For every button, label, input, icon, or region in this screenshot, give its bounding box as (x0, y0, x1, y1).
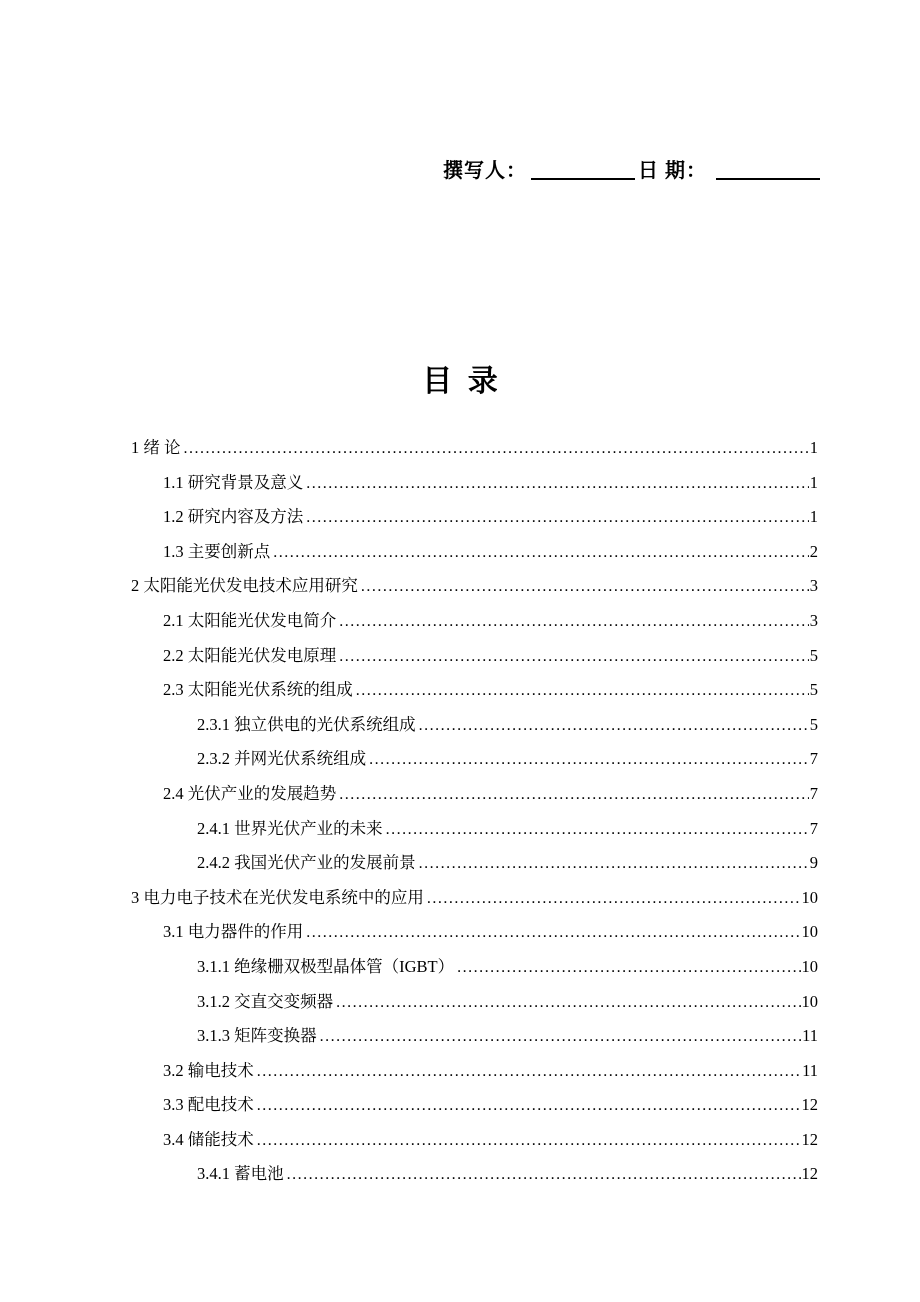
toc-leader-dots (339, 777, 809, 813)
toc-entry-label: 2.4.2 我国光伏产业的发展前景 (197, 853, 416, 873)
toc-leader-dots (306, 915, 800, 951)
toc-list (131, 431, 818, 1192)
toc-entry-label: 2 太阳能光伏发电技术应用研究 (131, 576, 358, 596)
toc-entry (131, 846, 818, 881)
toc-entry (131, 500, 818, 535)
toc-leader-dots (339, 639, 809, 675)
toc-entry (131, 639, 818, 674)
toc-entry (131, 950, 818, 985)
toc-page-number: 3 (809, 610, 818, 630)
toc-leader-dots (336, 985, 800, 1021)
toc-entry-label: 2.1 太阳能光伏发电简介 (163, 610, 337, 630)
toc-page-number: 2 (809, 541, 818, 561)
toc-leader-dots (257, 1123, 801, 1159)
toc-page-number: 12 (801, 1164, 818, 1184)
toc-entry (131, 1088, 818, 1123)
author-blank-line (531, 178, 635, 180)
toc-page-number: 5 (809, 680, 818, 700)
toc-page-number: 10 (801, 956, 818, 976)
toc-entry-label: 3.1 电力器件的作用 (163, 922, 304, 942)
toc-entry (131, 812, 818, 847)
toc-page-number: 10 (801, 991, 818, 1011)
toc-leader-dots (369, 742, 809, 778)
toc-leader-dots (306, 466, 809, 502)
toc-entry (131, 569, 818, 604)
toc-leader-dots (257, 1054, 801, 1090)
toc-page-number: 12 (801, 1095, 818, 1115)
toc-entry-label: 2.3.2 并网光伏系统组成 (197, 749, 367, 769)
toc-entry-label: 2.3.1 独立供电的光伏系统组成 (197, 714, 416, 734)
toc-leader-dots (356, 673, 809, 709)
toc-entry-label: 2.4.1 世界光伏产业的未来 (197, 818, 383, 838)
toc-entry-label: 3 电力电子技术在光伏发电系统中的应用 (131, 887, 424, 907)
toc-page-number: 5 (809, 714, 818, 734)
toc-leader-dots (257, 1088, 801, 1124)
toc-entry (131, 985, 818, 1020)
toc-leader-dots (361, 569, 809, 605)
toc-page-number: 3 (809, 576, 818, 596)
toc-entry-label: 2.2 太阳能光伏发电原理 (163, 645, 337, 665)
toc-entry-label: 3.1.1 绝缘栅双极型晶体管（IGBT） (197, 956, 455, 976)
toc-leader-dots (320, 1019, 801, 1055)
date-label: 日 期： (638, 160, 707, 182)
toc-page-number: 11 (802, 1060, 818, 1080)
date-blank-line (716, 178, 820, 180)
toc-entry (131, 466, 818, 501)
toc-page-number: 7 (809, 749, 818, 769)
toc-page-number: 9 (809, 853, 818, 873)
toc-entry-label: 1.2 研究内容及方法 (163, 507, 304, 527)
toc-entry (131, 604, 818, 639)
toc-page-number: 1 (809, 507, 818, 527)
toc-leader-dots (419, 846, 809, 882)
toc-page-number: 10 (801, 922, 818, 942)
toc-entry-label: 3.2 输电技术 (163, 1060, 254, 1080)
toc-entry-label: 3.1.2 交直交变频器 (197, 991, 334, 1011)
toc-leader-dots (339, 604, 809, 640)
toc-leader-dots (457, 950, 800, 986)
toc-entry (131, 915, 818, 950)
toc-entry (131, 1054, 818, 1089)
toc-leader-dots (306, 500, 809, 536)
toc-entry-label: 2.4 光伏产业的发展趋势 (163, 783, 337, 803)
toc-entry-label: 3.4 储能技术 (163, 1129, 254, 1149)
toc-entry (131, 777, 818, 812)
toc-entry-label: 1.3 主要创新点 (163, 541, 271, 561)
toc-entry-label: 3.4.1 蓄电池 (197, 1164, 284, 1184)
toc-page-number: 12 (801, 1129, 818, 1149)
toc-page-number: 11 (802, 1026, 818, 1046)
toc-leader-dots (427, 881, 801, 917)
toc-leader-dots (273, 535, 809, 571)
toc-page-number: 7 (809, 818, 818, 838)
page-title: 目 录 (422, 365, 498, 398)
toc-page-number: 7 (809, 783, 818, 803)
toc-entry-label: 2.3 太阳能光伏系统的组成 (163, 680, 353, 700)
toc-page-number: 1 (809, 438, 818, 457)
toc-page-number: 1 (809, 472, 818, 492)
toc-entry (131, 742, 818, 777)
toc-entry (131, 708, 818, 743)
toc-page-number: 5 (809, 645, 818, 665)
toc-entry-label: 3.1.3 矩阵变换器 (197, 1026, 317, 1046)
toc-entry (131, 881, 818, 916)
byline (443, 154, 820, 183)
toc-entry-label: 3.3 配电技术 (163, 1095, 254, 1115)
toc-leader-dots (386, 812, 809, 848)
toc-leader-dots (419, 708, 809, 744)
author-label: 撰写人： (443, 160, 527, 182)
toc-entry (131, 1157, 818, 1192)
toc-entry (131, 673, 818, 708)
toc-entry (131, 431, 818, 466)
toc-entry (131, 1123, 818, 1158)
toc-entry-label: 1.1 研究背景及意义 (163, 472, 304, 492)
toc-leader-dots (287, 1157, 801, 1193)
toc-leader-dots (184, 431, 809, 467)
toc-page-number: 10 (801, 887, 818, 907)
toc-entry (131, 1019, 818, 1054)
toc-entry-label: 1 绪 论 (131, 438, 181, 457)
toc-entry (131, 535, 818, 570)
